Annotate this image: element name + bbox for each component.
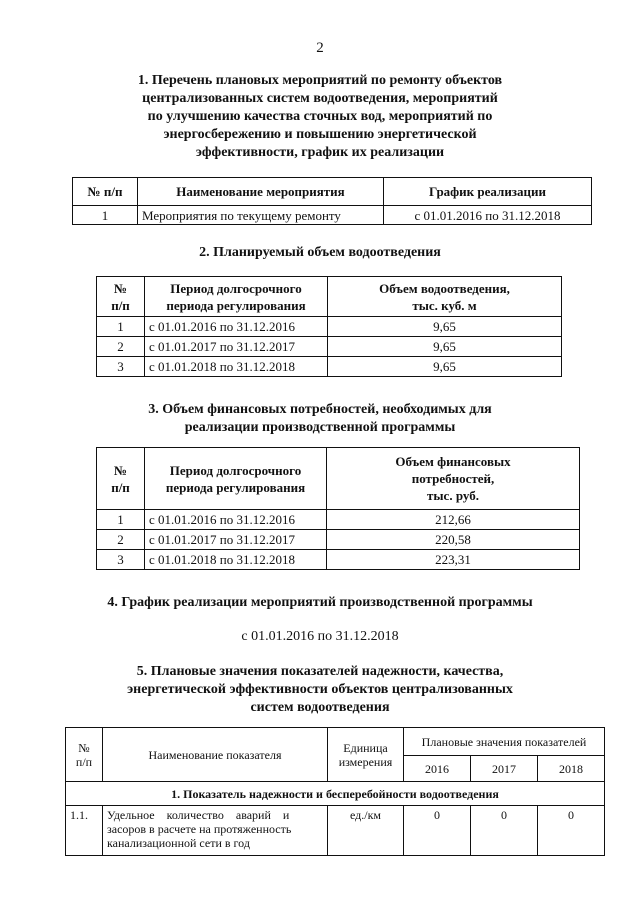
- col-header-planned: Плановые значения показателей: [404, 728, 605, 756]
- col-header-year-2017: 2017: [471, 756, 538, 782]
- table-group-row: [66, 782, 605, 806]
- col-header-num: № п/п: [73, 178, 138, 206]
- table-row: 1 с 01.01.2016 по 31.12.2016 9,65: [97, 317, 562, 337]
- group-title: 1. Показатель надежности и бесперебойности водоотведения: [66, 782, 605, 806]
- col-header-unit: Единица измерения: [328, 728, 404, 782]
- col-header-year-2016: 2016: [404, 756, 471, 782]
- table-row: 3 с 01.01.2018 по 31.12.2018 9,65: [97, 357, 562, 377]
- section4-period: с 01.01.2016 по 31.12.2018: [241, 629, 399, 644]
- col-header-period: Период долгосрочного периода регулирования: [145, 277, 328, 317]
- section1-heading: 1. Перечень плановых мероприятий по ремонту объектов централизованных систем водоотведения, мероприятий по улучшению качества сточных вод, мероприятий по энергосбережению и повышению энергетической эффективности, график их реализации: [137, 73, 503, 160]
- page-number: 2: [316, 40, 324, 56]
- table-row: 1 с 01.01.2016 по 31.12.2016 212,66: [97, 510, 580, 530]
- col-header-finance: Объем финансовых потребностей, тыс. руб.: [327, 448, 580, 510]
- col-header-activity: Наименование мероприятия: [138, 178, 384, 206]
- table-row: 1 Мероприятия по текущему ремонту с 01.01.2016 по 31.12.2018: [73, 206, 592, 225]
- table-finance: [96, 447, 580, 570]
- section5-heading: 5. Плановые значения показателей надежности, качества, энергетической эффективности объектов централизованных систем водоотведения: [127, 664, 513, 715]
- col-header-year-2018: 2018: [538, 756, 605, 782]
- table-indicators: [65, 727, 605, 856]
- table-row: 1.1. Удельное количество аварий и засоров в расчете на протяженность канализационной сети в год ед./км 0 0 0: [66, 806, 605, 856]
- table-row: 2 с 01.01.2017 по 31.12.2017 9,65: [97, 337, 562, 357]
- section3-heading: 3. Объем финансовых потребностей, необходимых для реализации производственной программы: [148, 402, 492, 435]
- col-header-volume: Объем водоотведения, тыс. куб. м: [328, 277, 562, 317]
- col-header-schedule: График реализации: [384, 178, 592, 206]
- col-header-period: Период долгосрочного периода регулирования: [145, 448, 327, 510]
- table-activities: [72, 177, 592, 225]
- col-header-indicator: Наименование показателя: [103, 728, 328, 782]
- section2-heading: 2. Планируемый объем водоотведения: [199, 245, 441, 260]
- table-row: 3 с 01.01.2018 по 31.12.2018 223,31: [97, 550, 580, 570]
- col-header-num: № п/п: [97, 448, 145, 510]
- col-header-num: № п/п: [97, 277, 145, 317]
- table-volume: [96, 276, 562, 377]
- table-row: 2 с 01.01.2017 по 31.12.2017 220,58: [97, 530, 580, 550]
- section4-heading: 4. График реализации мероприятий производственной программы: [107, 595, 533, 610]
- col-header-num: № п/п: [66, 728, 103, 782]
